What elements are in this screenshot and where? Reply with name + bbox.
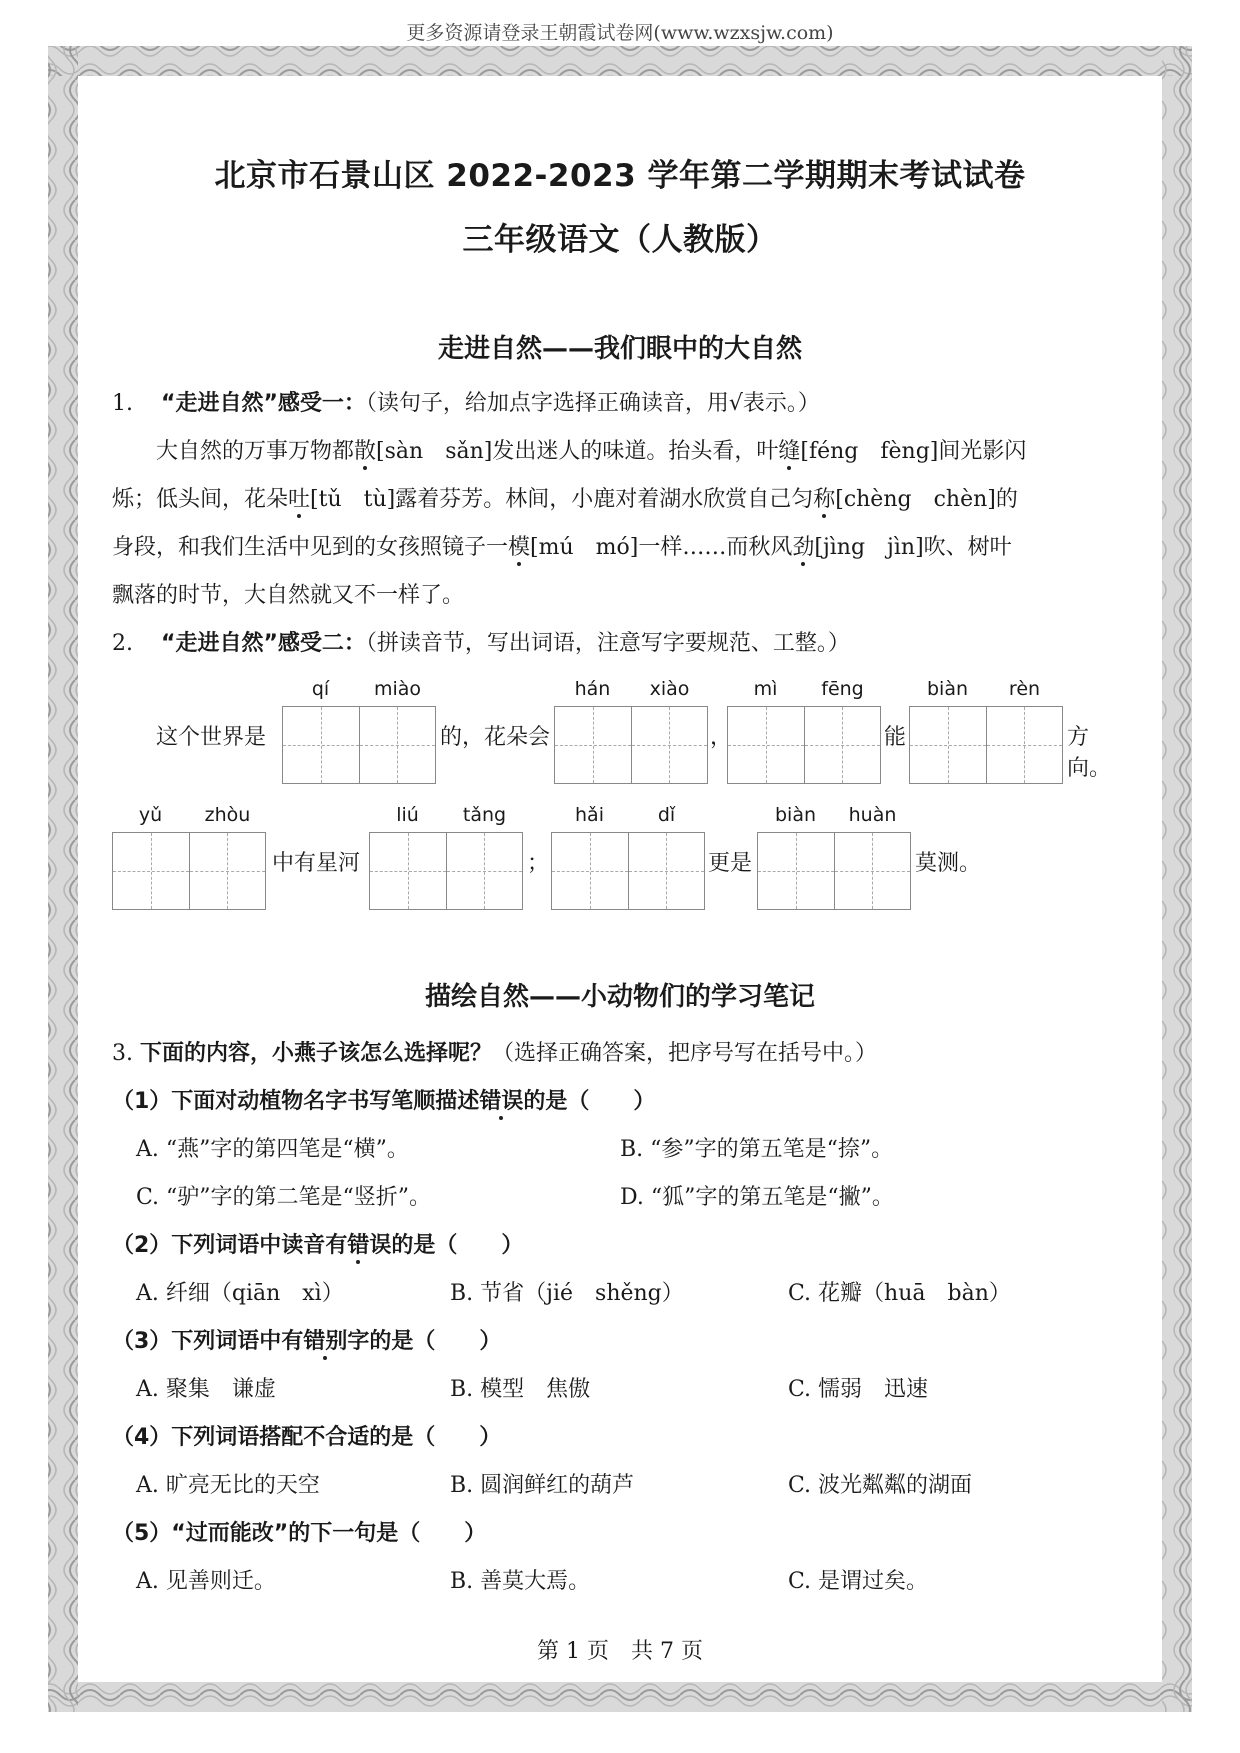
exam-subtitle: 三年级语文（人教版）	[462, 222, 778, 258]
dotted-text: 有错别字	[281, 1329, 370, 1354]
option-b: B. 节省（jié shěng）	[450, 1281, 684, 1306]
paragraph-line-4: 飘落的时节，大自然就又不一样了。	[112, 583, 465, 608]
dotted-char: 劲	[792, 535, 815, 560]
pinyin-row-1	[112, 678, 1128, 798]
watermark-header: 更多资源请登录王朝霞试卷网(www.wzxsjw.com)	[406, 22, 834, 44]
pinyin-row-2	[112, 804, 1128, 924]
dotted-char: 吐	[288, 487, 311, 512]
question-2-instruction: （拼读音节，写出词语，注意写字要规范、工整。）	[365, 631, 850, 656]
option-c: C. 是谓过矣。	[788, 1569, 929, 1594]
writing-grid[interactable]	[757, 832, 911, 910]
text: 的是（ ）	[369, 1329, 502, 1354]
paragraph-line-2	[112, 482, 1128, 513]
question-number: 3.	[112, 1041, 133, 1066]
pinyin-label: liú	[396, 804, 419, 826]
pinyin-label: miào	[373, 678, 422, 700]
option-b: B. “参”字的第五笔是“捺”。	[620, 1137, 894, 1162]
question-1-title: “走进自然”感受一：	[160, 391, 366, 416]
question-3-prompt	[112, 1036, 1128, 1067]
section-heading-1: 走进自然——我们眼中的大自然	[437, 334, 802, 364]
text: 的是（ ）	[523, 1089, 656, 1114]
question-3-instruction: （选择正确答案，把序号写在括号中。）	[492, 1041, 878, 1066]
sentence-fragment: 的，花朵会	[440, 725, 551, 750]
text: [féng fèng]间光影闪	[800, 439, 1027, 464]
option-a: A. 见善则迁。	[136, 1569, 276, 1594]
pinyin-label: mì	[753, 678, 778, 700]
option-a: A. 旷亮无比的天空	[136, 1473, 320, 1498]
option-c: C. 花瓣（huā bàn）	[788, 1281, 1011, 1306]
text: 烁；低头间，花朵	[112, 487, 289, 512]
sentence-fragment: 莫测。	[915, 851, 982, 876]
option-a: A. 聚集 谦虚	[136, 1377, 276, 1402]
question-3-title: 下面的内容，小燕子该怎么选择呢？	[140, 1041, 493, 1066]
subquestion-5: （5）“过而能改”的下一句是（ ）	[112, 1521, 487, 1546]
option-d: D. “狐”字的第五笔是“撇”。	[620, 1185, 894, 1210]
pinyin-label: qí	[311, 678, 330, 700]
sentence-fragment: 更是	[708, 851, 753, 876]
dotted-text: 有错误	[325, 1233, 392, 1258]
sentence-fragment: ；	[527, 851, 550, 876]
text: （3）下列词语中	[112, 1329, 282, 1354]
option-b: B. 善莫大焉。	[450, 1569, 591, 1594]
pinyin-label: hán	[574, 678, 611, 700]
text: [chèng chèn]的	[835, 487, 1018, 512]
pinyin-label: hǎi	[575, 804, 604, 826]
text: 大自然的万事万物都	[156, 439, 355, 464]
text: 的是（ ）	[391, 1233, 524, 1258]
option-a: A. “燕”字的第四笔是“横”。	[136, 1137, 409, 1162]
sentence-fragment: 中有星河	[272, 851, 361, 876]
question-number: 1.	[112, 391, 133, 416]
text: （1）下面对动植物名字书写笔顺描述	[112, 1089, 480, 1114]
subquestion-3	[112, 1324, 1128, 1355]
pinyin-label: dǐ	[657, 804, 676, 826]
text: [sàn sǎn]发出迷人的味道。抬头看，叶	[376, 439, 779, 464]
dotted-char: 称	[813, 487, 836, 512]
question-2-prompt	[112, 626, 1128, 657]
pinyin-label: xiào	[649, 678, 690, 700]
question-2-title: “走进自然”感受二：	[160, 631, 366, 656]
writing-grid[interactable]	[369, 832, 523, 910]
writing-grid[interactable]	[909, 706, 1063, 784]
pinyin-label: fēng	[821, 678, 864, 700]
page-number-footer: 第 1 页 共 7 页	[537, 1639, 703, 1664]
pinyin-label: huàn	[848, 804, 897, 826]
text: 身段，和我们生活中见到的女孩照镜子一	[112, 535, 509, 560]
text: （2）下列词语中读音	[112, 1233, 326, 1258]
paragraph-line-3	[112, 530, 1128, 561]
sentence-fragment: 这个世界是	[156, 725, 267, 750]
pinyin-label: zhòu	[204, 804, 251, 826]
option-c: C. “驴”字的第二笔是“竖折”。	[136, 1185, 432, 1210]
subquestion-4: （4）下列词语搭配不合适的是（ ）	[112, 1425, 502, 1450]
writing-grid[interactable]	[554, 706, 708, 784]
subquestion-1	[112, 1084, 1128, 1115]
pinyin-label: tǎng	[462, 804, 507, 826]
option-b: B. 圆润鲜红的葫芦	[450, 1473, 635, 1498]
option-a: A. 纤细（qiān xì）	[136, 1281, 344, 1306]
section-heading-2: 描绘自然——小动物们的学习笔记	[424, 982, 815, 1012]
writing-grid[interactable]	[727, 706, 881, 784]
option-b: B. 模型 焦傲	[450, 1377, 591, 1402]
paragraph-line-1	[156, 434, 1172, 465]
pinyin-label: rèn	[1008, 678, 1041, 700]
pinyin-label: biàn	[926, 678, 969, 700]
text: [jìng jìn]吹、树叶	[814, 535, 1012, 560]
text: [mú mó]一样……而秋风	[530, 535, 793, 560]
dotted-char: 散	[354, 439, 377, 464]
dotted-text: 错误	[479, 1089, 524, 1114]
pinyin-label: yǔ	[138, 804, 163, 826]
exam-title: 北京市石景山区 2022-2023 学年第二学期期末考试试卷	[214, 158, 1026, 194]
pinyin-label: biàn	[774, 804, 817, 826]
question-1-instruction: （读句子，给加点字选择正确读音，用√表示。）	[365, 391, 820, 416]
dotted-char: 缝	[778, 439, 801, 464]
question-number: 2.	[112, 631, 133, 656]
writing-grid[interactable]	[112, 832, 266, 910]
option-c: C. 懦弱 迅速	[788, 1377, 929, 1402]
subquestion-2	[112, 1228, 1128, 1259]
writing-grid[interactable]	[551, 832, 705, 910]
dotted-char: 模	[508, 535, 531, 560]
text: [tǔ tù]露着芬芳。林间，小鹿对着湖水欣赏自己匀	[310, 487, 814, 512]
question-1-prompt	[112, 386, 1128, 417]
option-c: C. 波光粼粼的湖面	[788, 1473, 973, 1498]
writing-grid[interactable]	[282, 706, 436, 784]
sentence-fragment: 方向。	[1067, 725, 1112, 781]
sentence-fragment: 能	[884, 725, 907, 750]
sentence-fragment: ，	[710, 725, 733, 750]
